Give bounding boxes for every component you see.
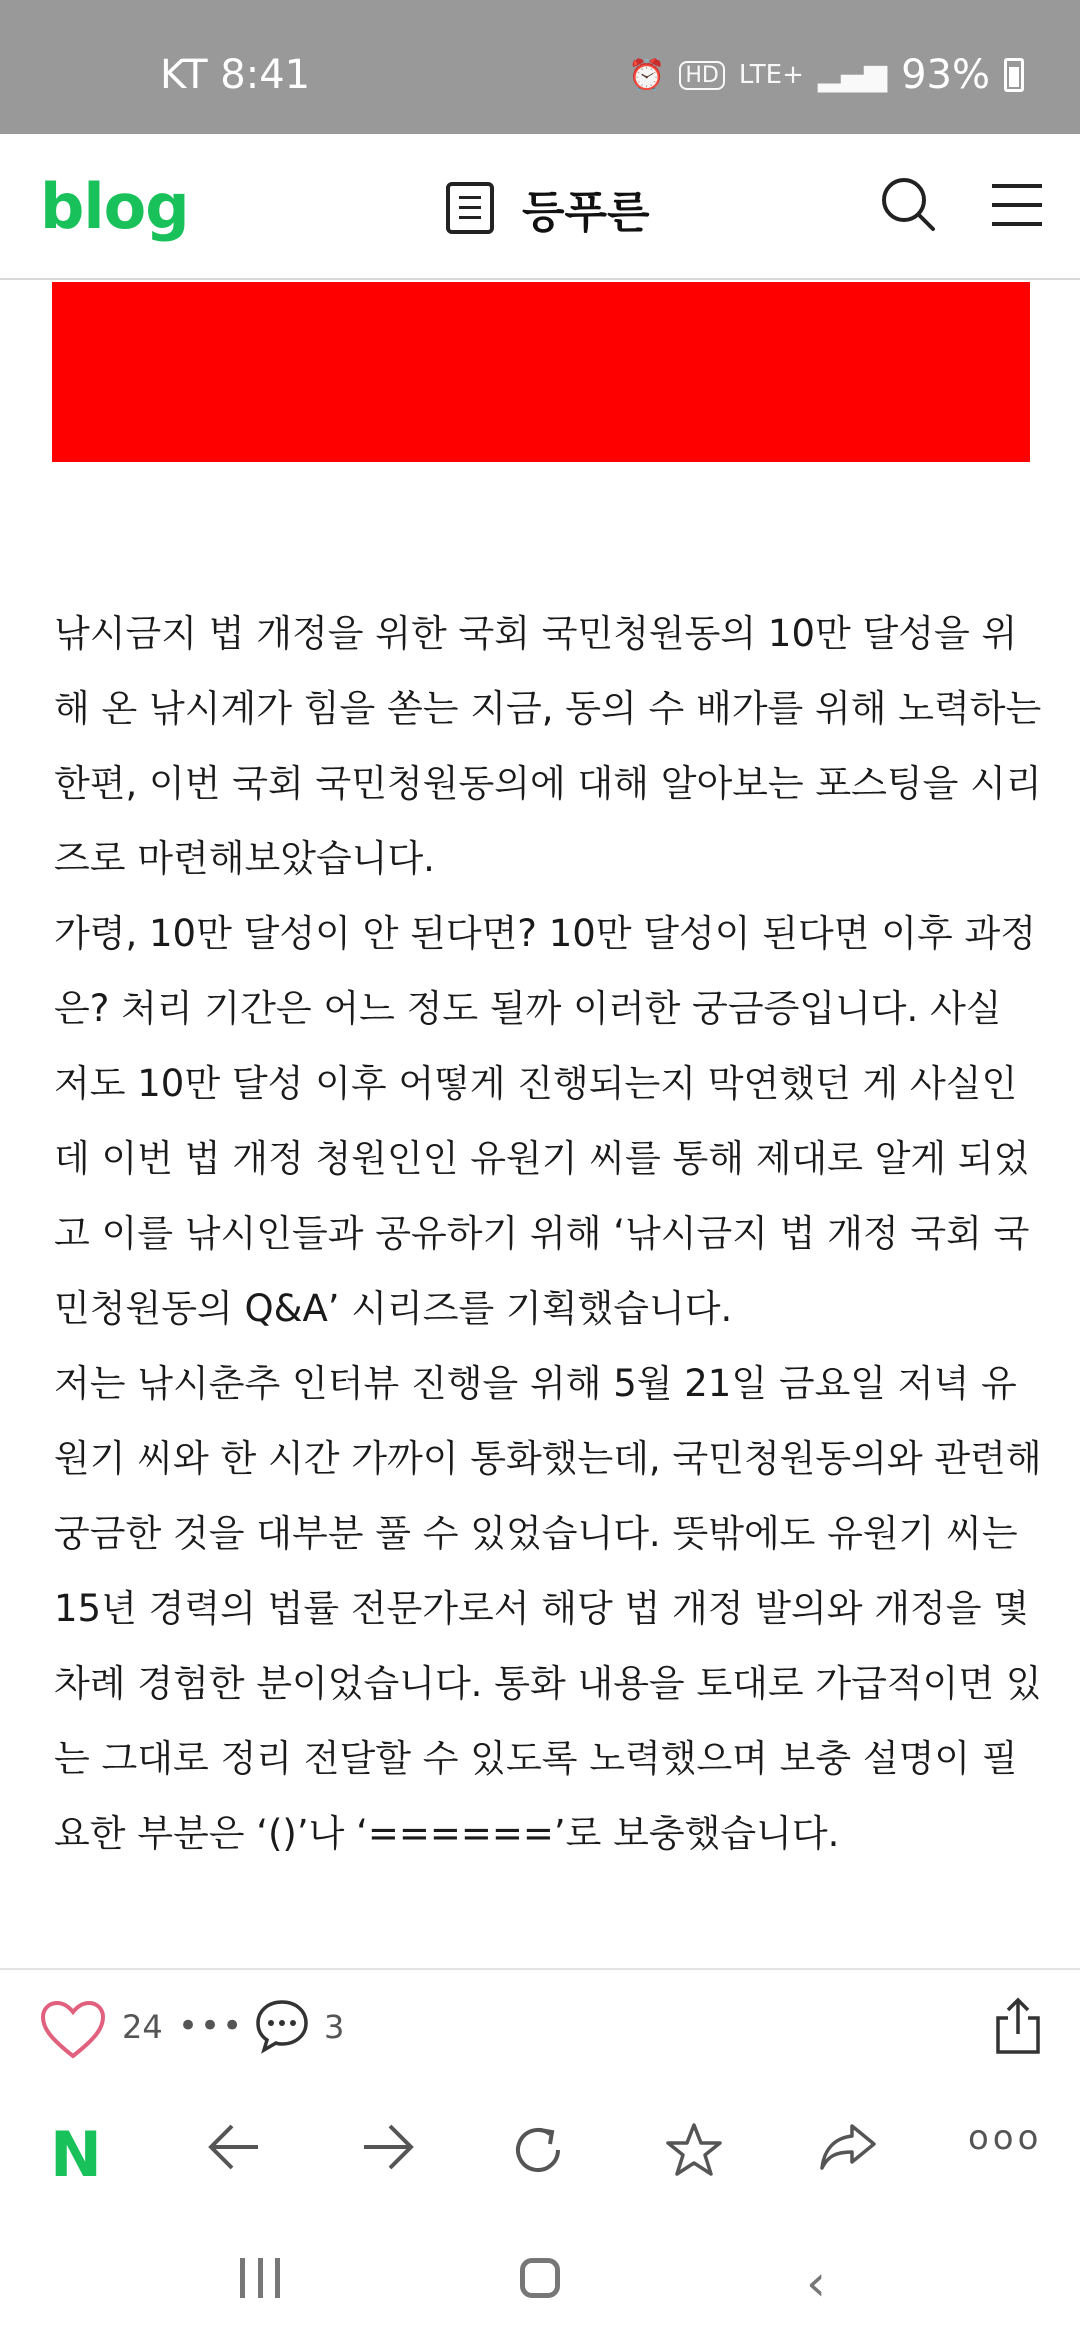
back-button[interactable]: ‹	[806, 2254, 826, 2312]
list-icon	[446, 182, 494, 234]
more-menu-button[interactable]: ooo	[968, 2118, 1043, 2158]
lte-icon: LTE+	[738, 60, 804, 90]
article-paragraph: 낚시금지 법 개정을 위한 국회 국민청원동의 10만 달성을 위해 온 낚시계가 힘을 쏟는 지금, 동의 수 배가를 위해 노력하는 한편, 이번 국회 국민청원동의에 대해 알아보는 포스팅을 시리즈로 마련해보았습니다.	[54, 612, 1042, 880]
like-count: 24	[122, 2008, 163, 2046]
recent-apps-button[interactable]	[240, 2258, 280, 2298]
red-banner-image	[52, 282, 1030, 462]
search-icon[interactable]	[880, 176, 936, 232]
naver-home-button[interactable]: N	[50, 2118, 102, 2191]
article-paragraph: 가령, 10만 달성이 안 된다면? 10만 달성이 된다면 이후 과정은? 처리 기간은 어느 정도 될까 이러한 궁금증입니다. 사실 저도 10만 달성 이후 어떻게 진행되는지 막연했던 게 사실인데 이번 법 개정 청원인인 유원기 씨를 통해 제대로 알게 되었고 이를 낚시인들과 공유하기 위해 ‘낚시금지 법 개정 국회 국민청원동의 Q&A’ 시리즈를 기획했습니다.	[54, 912, 1036, 1330]
carrier: KT	[160, 52, 208, 98]
blog-name: 등푸른	[522, 187, 650, 238]
home-button[interactable]	[520, 2258, 560, 2298]
status-icons	[628, 52, 1024, 98]
forward-arrow-icon[interactable]	[360, 2122, 416, 2172]
system-navigation-bar	[0, 2212, 1080, 2340]
battery-icon	[1004, 58, 1024, 92]
clock: 8:41	[220, 52, 311, 98]
heart-icon[interactable]	[40, 2000, 106, 2060]
bookmark-star-icon[interactable]	[664, 2122, 724, 2178]
status-bar	[0, 0, 1080, 134]
blog-header	[0, 134, 1080, 280]
signal-icon: ▂▄▆	[817, 57, 888, 93]
share-arrow-icon[interactable]	[818, 2122, 878, 2172]
comment-count: 3	[324, 2008, 345, 2046]
battery-percent: 93%	[901, 52, 990, 98]
back-arrow-icon[interactable]	[206, 2122, 262, 2172]
hd-icon: HD	[679, 61, 724, 90]
comment-icon[interactable]	[254, 1998, 310, 2054]
alarm-icon: ⏰	[628, 57, 666, 93]
engagement-bar	[0, 1968, 1080, 2084]
share-icon[interactable]	[994, 1996, 1042, 2056]
article-paragraph: 저는 낚시춘추 인터뷰 진행을 위해 5월 21일 금요일 저녁 유원기 씨와 한 시간 가까이 통화했는데, 국민청원동의와 관련해 궁금한 것을 대부분 풀 수 있었습니다. 뜻밖에도 유원기 씨는 15년 경력의 법률 전문가로서 해당 법 개정 발의와 개정을 몇 차례 경험한 분이었습니다. 통화 내용을 토대로 가급적이면 있는 그대로 정리 전달할 수 있도록 노력했으며 보충 설명이 필요한 부분은 ‘()’나 ‘======’로 보충했습니다.	[54, 1362, 1042, 1855]
carrier-time	[160, 52, 310, 98]
more-options-button[interactable]: •••	[178, 2006, 245, 2046]
browser-toolbar	[0, 2082, 1080, 2212]
blog-logo[interactable]: blog	[40, 170, 189, 243]
article-body	[54, 596, 1044, 1871]
refresh-icon[interactable]	[510, 2122, 568, 2178]
menu-icon[interactable]	[992, 184, 1042, 226]
blog-title-area[interactable]	[446, 176, 650, 240]
